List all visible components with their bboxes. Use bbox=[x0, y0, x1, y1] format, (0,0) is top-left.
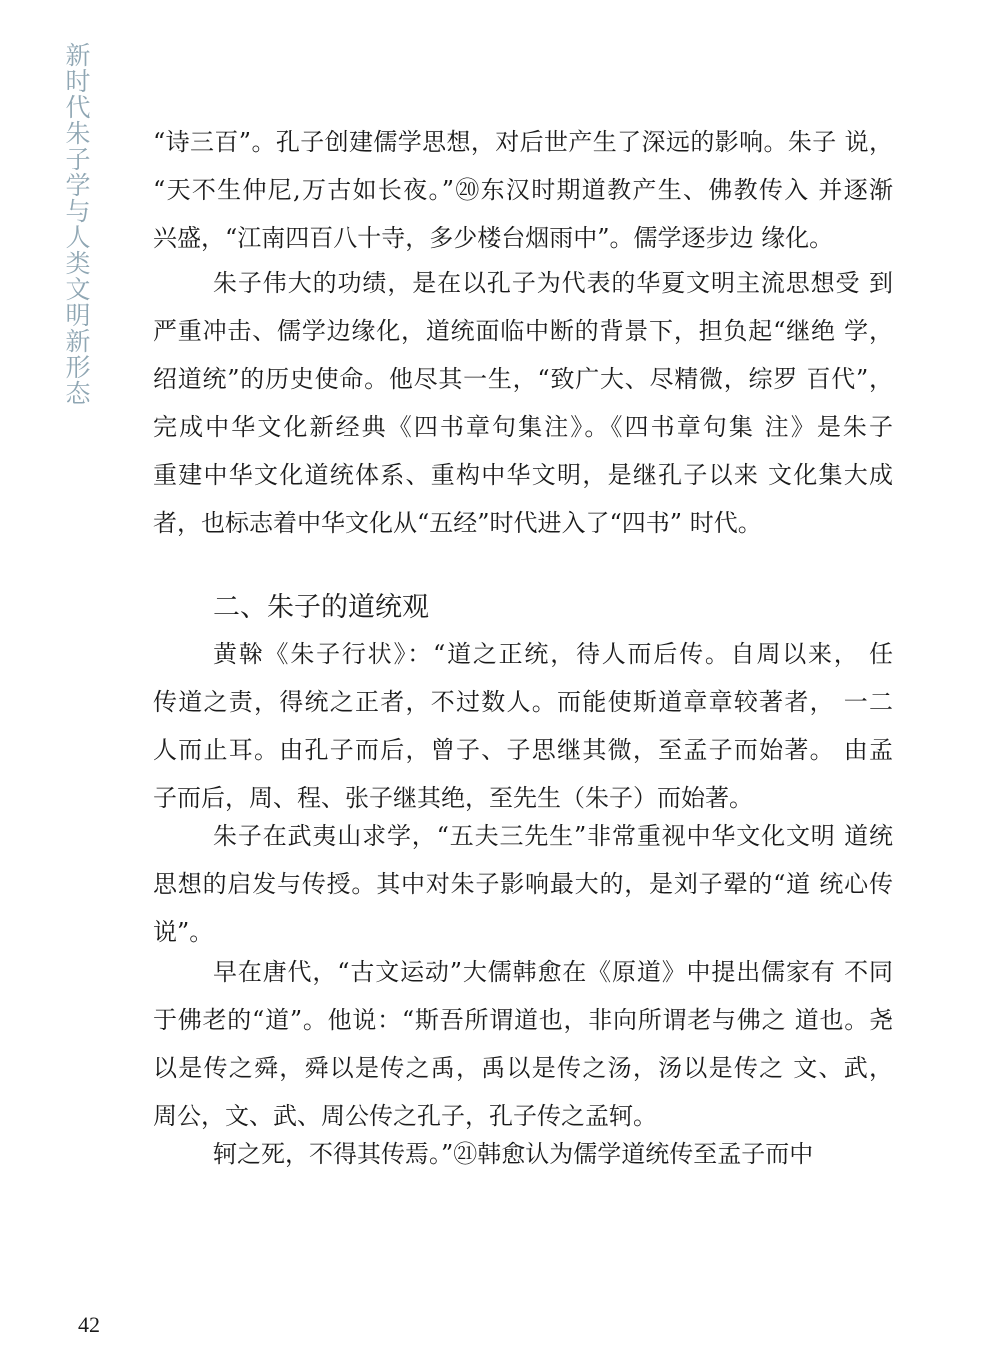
text-line: 子而后，周、程、张子继其绝，至先生（朱子）而始著。 bbox=[153, 784, 753, 812]
section-heading: 二、朱子的道统观 bbox=[213, 592, 429, 623]
text-line: 黄榦《朱子行状》：“道之正统，待人而后传。自周以来， 任 bbox=[213, 640, 893, 668]
paragraph-6 bbox=[153, 1130, 893, 1178]
paragraph-2 bbox=[153, 259, 893, 547]
paragraph-4 bbox=[153, 812, 893, 956]
text-line: 绍道统”的历史使命。他尽其一生，“致广大、尽精微，综罗 百代”， bbox=[153, 365, 893, 393]
text-line: 于佛老的“道”。他说：“斯吾所谓道也，非向所谓老与佛之 道也。尧 bbox=[153, 1006, 893, 1034]
running-title: 新时代朱子学与人类文明新形态 bbox=[62, 42, 91, 406]
paragraph-5 bbox=[153, 948, 893, 1140]
text-line: 早在唐代，“古文运动”大儒韩愈在《原道》中提出儒家有 不同 bbox=[213, 958, 893, 986]
paragraph-1 bbox=[153, 118, 893, 262]
text-line: 严重冲击、儒学边缘化，道统面临中断的背景下，担负起“继绝 学， bbox=[153, 317, 893, 345]
text-line: 朱子伟大的功绩，是在以孔子为代表的华夏文明主流思想受 到 bbox=[213, 269, 893, 297]
text-line: 思想的启发与传授。其中对朱子影响最大的，是刘子翚的“道 统心传 bbox=[153, 870, 893, 898]
text-line: 完成中华文化新经典《四书章句集注》。《四书章句集 注》是朱子 bbox=[153, 413, 893, 441]
text-line: 者，也标志着中华文化从“五经”时代进入了“四书” 时代。 bbox=[153, 509, 762, 537]
text-line: 轲之死，不得其传焉。”㉑韩愈认为儒学道统传至孟子而中 bbox=[213, 1140, 814, 1168]
text-line: 以是传之舜，舜以是传之禹，禹以是传之汤，汤以是传之 文、武， bbox=[153, 1054, 893, 1082]
text-line: 重建中华文化道统体系、重构中华文明，是继孔子以来 文化集大成 bbox=[153, 461, 893, 489]
text-line: “诗三百”。孔子创建儒学思想，对后世产生了深远的影响。朱子 说， bbox=[153, 128, 893, 156]
paragraph-3 bbox=[153, 630, 893, 822]
text-line: 周公，文、武、周公传之孔子，孔子传之孟轲。 bbox=[153, 1102, 657, 1130]
text-line: 传道之责，得统之正者，不过数人。而能使斯道章章较著者， 一二 bbox=[153, 688, 893, 716]
text-line: 说”。 bbox=[153, 918, 214, 946]
page-number: 42 bbox=[78, 1312, 100, 1337]
text-line: 兴盛，“江南四百八十寺，多少楼台烟雨中”。儒学逐步边 缘化。 bbox=[153, 224, 834, 252]
text-line: “天不生仲尼,万古如长夜。”⑳东汉时期道教产生、佛教传入 并逐渐 bbox=[153, 176, 893, 204]
text-line: 朱子在武夷山求学，“五夫三先生”非常重视中华文化文明 道统 bbox=[213, 822, 893, 850]
text-line: 人而止耳。由孔子而后，曾子、子思继其微，至孟子而始著。 由孟 bbox=[153, 736, 893, 764]
